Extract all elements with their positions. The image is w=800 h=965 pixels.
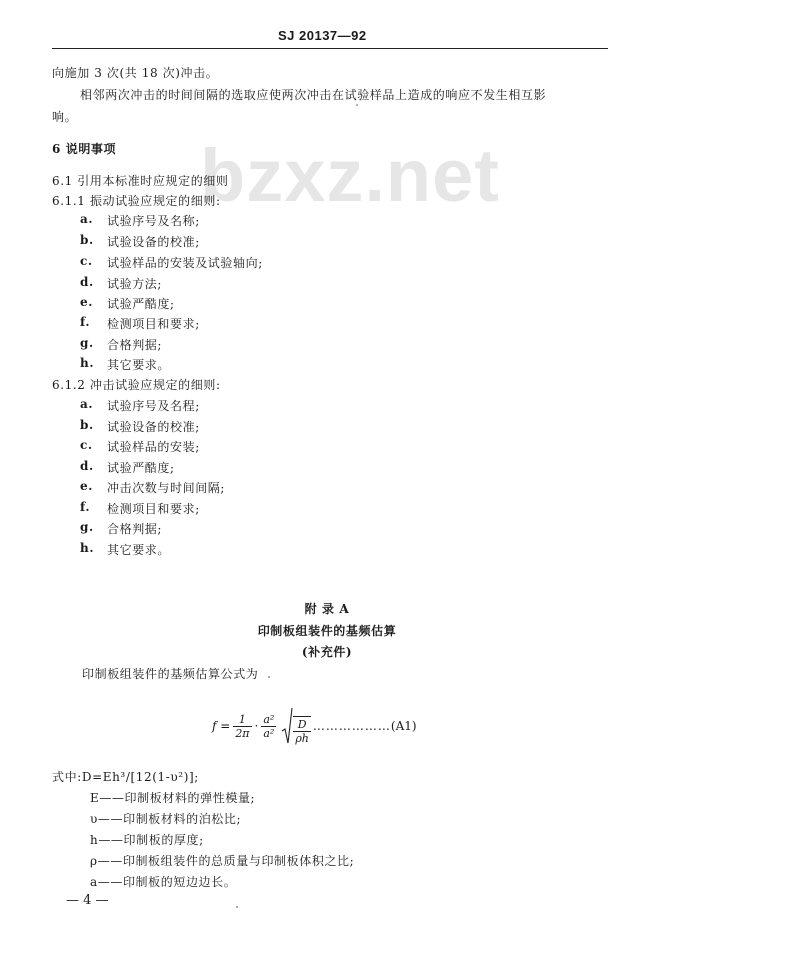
intro-line-2: 相邻两次冲击的时间间隔的选取应使两次冲击在试验样品上造成的响应不发生相互影 xyxy=(80,88,547,102)
list-item-letter: d. xyxy=(80,459,94,473)
list-item-letter: c. xyxy=(80,438,93,452)
list-item-letter: b. xyxy=(80,233,94,247)
standard-number: SJ 20137—92 xyxy=(278,28,367,43)
list-item: 试验设备的校准; xyxy=(107,420,200,434)
square-root xyxy=(281,707,311,745)
list-item-letter: h. xyxy=(80,356,95,370)
fraction-denominator: ρh xyxy=(295,732,309,745)
list-item: 冲击次数与时间间隔; xyxy=(107,481,226,495)
list-item: 试验样品的安装及试验轴向; xyxy=(107,256,263,270)
definition-item: a——印制板的短边边长。 xyxy=(90,875,237,889)
radicand-fraction xyxy=(293,716,311,745)
section-6-heading: 6 说明事项 xyxy=(52,142,117,156)
intro-line-3: 响。 xyxy=(52,110,78,124)
definition-item: h——印制板的厚度; xyxy=(90,833,204,847)
section-6-1-2-heading: 6.1.2 冲击试验应规定的细则: xyxy=(52,378,221,392)
list-item-letter: b. xyxy=(80,418,94,432)
scan-speck xyxy=(236,906,238,908)
fraction-denominator: 2π xyxy=(235,726,250,740)
section-6-1-1-heading: 6.1.1 振动试验应规定的细则: xyxy=(52,194,221,208)
list-item: 检测项目和要求; xyxy=(107,502,200,516)
definition-item: υ——印制板材料的泊松比; xyxy=(90,812,242,826)
list-item: 试验严酷度; xyxy=(107,461,175,475)
list-item: 其它要求。 xyxy=(107,543,171,557)
list-item: 试验设备的校准; xyxy=(107,235,200,249)
list-item-letter: e. xyxy=(80,479,94,493)
leader-dots: ……………… xyxy=(312,719,391,733)
formula-fraction-1 xyxy=(233,713,251,740)
list-item-letter: e. xyxy=(80,295,94,309)
watermark-logo: bzxz.net xyxy=(200,134,500,217)
list-item-letter: g. xyxy=(80,336,94,350)
scan-speck xyxy=(356,104,358,106)
formula-fraction-2 xyxy=(261,713,276,740)
list-item: 试验序号及名称; xyxy=(107,214,200,228)
list-item: 其它要求。 xyxy=(107,358,171,372)
list-item: 试验方法; xyxy=(107,277,163,291)
list-item: 合格判据; xyxy=(107,522,163,536)
formula-lhs: f = xyxy=(212,719,231,733)
list-item-letter: c. xyxy=(80,254,93,268)
list-item: 试验样品的安装; xyxy=(107,440,200,454)
radical-sign-icon xyxy=(281,707,293,745)
appendix-subtitle: (补充件) xyxy=(301,645,353,659)
list-item: 试验严酷度; xyxy=(107,297,175,311)
fundamental-frequency-formula xyxy=(212,703,417,749)
list-item: 检测项目和要求; xyxy=(107,317,200,331)
list-item-letter: g. xyxy=(80,520,94,534)
appendix-label: 附 录 A xyxy=(304,602,350,616)
page-number: — 4 — xyxy=(66,893,109,908)
list-item-letter: f. xyxy=(80,500,91,514)
list-item-letter: f. xyxy=(80,315,91,329)
section-6-1-heading: 6.1 引用本标准时应规定的细则 xyxy=(52,174,229,188)
intro-line-1: 向施加 3 次(共 18 次)冲击。 xyxy=(52,66,219,80)
fraction-numerator: a² xyxy=(263,712,275,726)
definition-item: ρ——印制板组装件的总质量与印制板体积之比; xyxy=(90,854,355,868)
definition-item: E——印制板材料的弹性模量; xyxy=(90,791,256,805)
list-item: 试验序号及名程; xyxy=(107,399,200,413)
appendix-title: 印制板组装件的基频估算 xyxy=(257,624,397,638)
list-item: 合格判据; xyxy=(107,338,163,352)
list-item-letter: a. xyxy=(80,212,94,226)
fraction-numerator: 1 xyxy=(238,712,246,726)
list-item-letter: h. xyxy=(80,541,95,555)
equation-number: (A1) xyxy=(390,719,417,733)
scan-speck xyxy=(268,676,270,678)
header-rule xyxy=(52,48,608,49)
list-item-letter: d. xyxy=(80,275,94,289)
where-clause: 式中:D=Eh³/[12(1-υ²)]; xyxy=(52,770,199,784)
formula-intro: 印制板组装件的基频估算公式为 xyxy=(82,667,259,681)
fraction-numerator: D xyxy=(297,718,307,731)
list-item-letter: a. xyxy=(80,397,94,411)
fraction-denominator: a² xyxy=(263,726,275,740)
formula-dot: · xyxy=(254,719,259,733)
